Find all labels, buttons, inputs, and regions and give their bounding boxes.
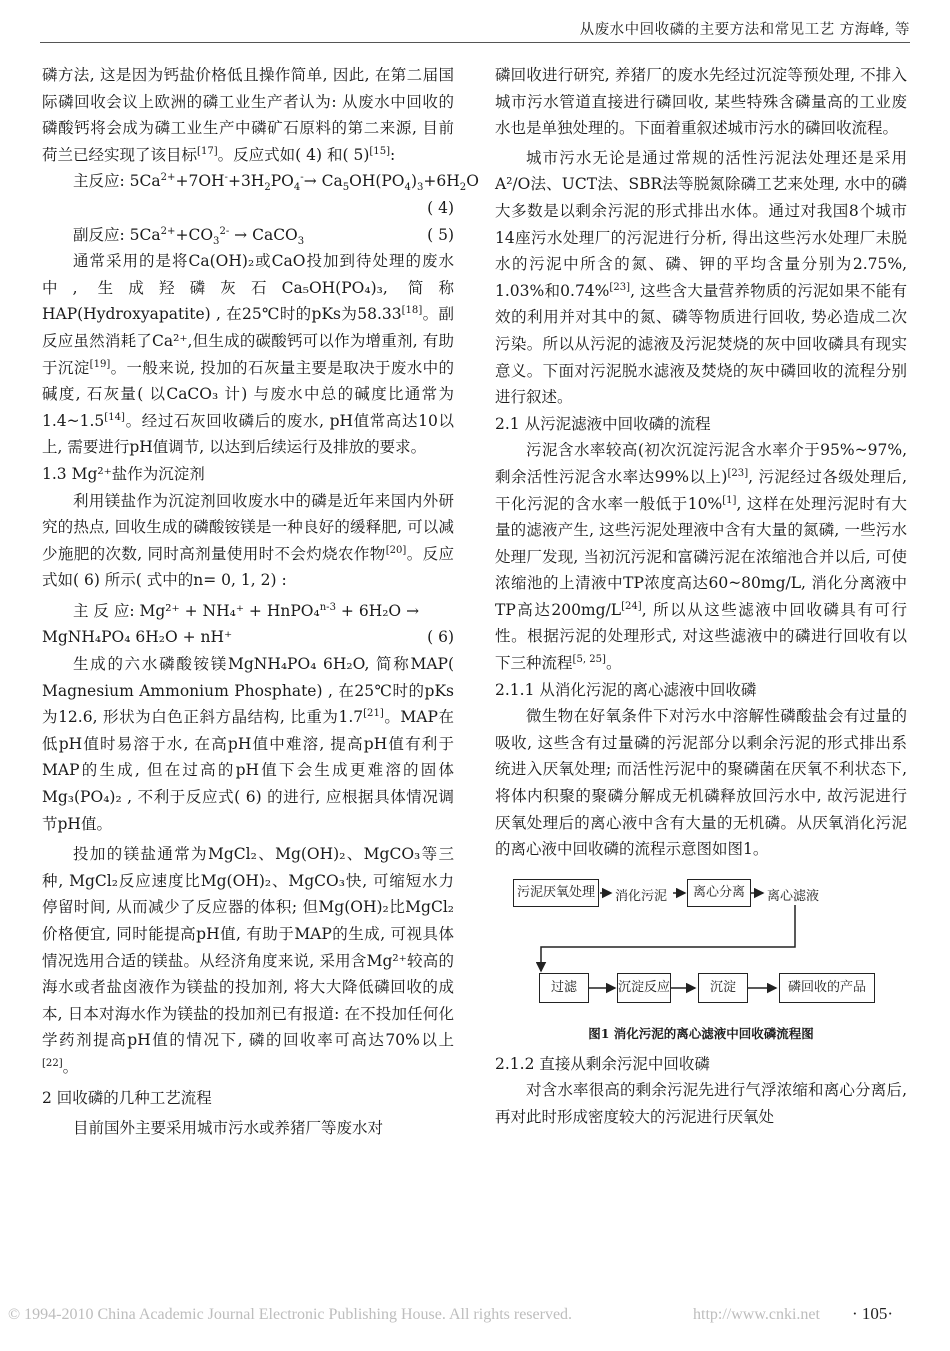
flow-box-anaerobic: 污泥厌氧处理 xyxy=(513,879,599,907)
flow-label-digested-sludge: 消化污泥 xyxy=(615,888,668,904)
paragraph: 磷回收进行研究, 养猪厂的废水先经过沉淀等预处理, 不排入城市污水管道直接进行磷回收, 某些特殊含磷量高的工业废水也是单独处理的。下面着重叙述城市污水的磷回收流程。 xyxy=(495,66,907,138)
paragraph: 微生物在好氧条件下对污水中溶解性磷酸盐会有过量的吸收, 这些含有过量磷的污泥部分以剩余污泥的形式排出系统进入厌氧处理; 而活性污泥中的聚磷菌在厌氧不利状态下, 将体内积聚的聚磷分解成无机磷释放回污水中, 故污泥进行厌氧处理后的离心液中含有大量的无机磷。从厌氧消化污泥的离心液中回收磷的流程示意图如图1。 xyxy=(495,707,907,859)
equation-4: 主反应: $5Ca^{2+}+7OH^-+3H_2PO_4^-\to Ca_5OH(PO_4)_3+6H_2O$ xyxy=(73,172,479,194)
paragraph: 磷方法, 这是因为钙盐价格低且操作简单, 因此, 在第二届国际磷回收会议上欧洲的磷工业生产者认为: 从废水中回收的磷酸钙将会成为磷工业生产中磷矿石原料的第二来源, 目前荷兰已经实现了该目标[17]。反应式如( 4) 和( 5)[15]: xyxy=(42,66,454,164)
equation-5: 副反应: $5Ca^{2+}+CO_3^{2-}$ → CaCO$_3$ ( 5) xyxy=(73,225,454,247)
page-number: · 105· xyxy=(852,1304,894,1323)
equation-6: 主 反 应: Mg²⁺ + NH₄⁺ + HnPO₄$^{n-3}$ + 6H₂O → xyxy=(73,601,420,620)
left-column xyxy=(42,62,479,1142)
equation-number: ( 4) xyxy=(427,198,454,217)
equation-6-cont: MgNH₄PO₄ 6H₂O + nH⁺ ( 6) xyxy=(42,628,454,647)
running-header: 从废水中回收磷的主要方法和常见工艺 方海峰, 等 xyxy=(579,22,910,38)
paragraph: 投加的镁盐通常为MgCl₂、Mg(OH)₂、MgCO₃等三种, MgCl₂反应速度比Mg(OH)₂、MgCO₃快, 可缩短水力停留时间, 从而减少了反应器的体积; 但Mg(OH)₂比MgCl₂价格便宜, 同时能提高pH值, 有助于MAP的生成, 可视具体情况选用合适的镁盐。从经济角度来说, 采用含Mg²⁺较高的海水或者盐卤液作为镁盐的投加剂, 将大大降低磷回收的成本, 日本对海水作为镁盐的投加剂已有报道: 在不投加任何化学药剂提高pH值的情况下, 磷的回收率可高达70%以上[22]。 xyxy=(42,845,454,1076)
section-heading: 2.1.2 直接从剩余污泥中回收磷 xyxy=(495,1054,710,1073)
section-heading: 2 回收磷的几种工艺流程 xyxy=(42,1088,212,1107)
figure-caption: 图1 消化污泥的离心滤液中回收磷流程图 xyxy=(588,1025,814,1041)
paragraph: 通常采用的是将Ca(OH)₂或CaO投加到待处理的废水中, 生成羟磷灰石Ca₅OH(PO₄)₃, 简称HAP(Hydroxyapatite) , 在25℃时的pKs为58.33[18]。副反应虽然消耗了Ca²⁺,但生成的碳酸钙可以作为增重剂, 有助于沉淀[19]。一般来说, 投加的石灰量主要是取决于废水中的碱度, 石灰量( 以CaCO₃ 计) 与废水中总的碱度比通常为1.4~1.5[14]。经过石灰回收磷后的废水, pH值常高达10以上, 需要进行pH值调节, 以达到后续运行及排放的要求。 xyxy=(42,252,454,457)
paragraph: 污泥含水率较高(初次沉淀污泥含水率介于95%~97%, 剩余活性污泥含水率达99%以上)[23], 污泥经过各级处理后, 干化污泥的含水率一般低于10%[1], 这样在处理污泥时有大量的滤液产生, 这些污泥处理液中含有大量的氮磷, 一些污水处理厂发现, 当初沉污泥和富磷污泥在浓缩池合并以后, 可使浓缩池的上清液中TP浓度高达60~80mg/L, 消化分离液中TP高达200mg/L[24], 所以从这些滤液中回收磷具有可行性。根据污泥的处理形式, 对这些滤液中的磷进行回收有以下三种流程[5, 25]。 xyxy=(495,441,908,673)
flow-label-filtrate: 离心滤液 xyxy=(767,888,820,904)
paragraph: 对含水率很高的剩余污泥先进行气浮浓缩和离心分离后, 再对此时形成密度较大的污泥进行厌氧处 xyxy=(495,1081,907,1126)
section-heading: 2.1.1 从消化污泥的离心滤液中回收磷 xyxy=(495,680,757,699)
flow-box-product: 磷回收的产品 xyxy=(779,973,875,1003)
right-column xyxy=(495,62,907,1131)
paragraph: 利用镁盐作为沉淀剂回收废水中的磷是近年来国内外研究的热点, 回收生成的磷酸铵镁是一种良好的缓释肥, 可以减少施肥的次数, 同时高剂量使用时不会灼烧农作物[20]。反应式如( 6) 所示( 式中的n= 0, 1, 2) : xyxy=(42,491,454,590)
paragraph: 目前国外主要采用城市污水或养猪厂等废水对 xyxy=(73,1119,384,1138)
section-heading: 2.1 从污泥滤液中回收磷的流程 xyxy=(495,414,711,433)
flow-box-centrifuge: 离心分离 xyxy=(687,879,751,907)
flow-box-sedimentation: 沉淀 xyxy=(698,973,748,1003)
paragraph: 生成的六水磷酸铵镁MgNH₄PO₄ 6H₂O, 简称MAP( Magnesium Ammonium Phosphate) , 在25℃时的pKs为12.6, 形状为白色正斜方晶结构, 比重为1.7[21]。MAP在低pH值时易溶于水, 在高pH值中难溶, 提高pH值有利于MAP的生成, 但在过高的pH值下会生成更难溶的固体Mg₃(PO₄)₂ , 不利于反应式( 6) 的进行, 应根据具体情况调节pH值。 xyxy=(42,655,454,833)
paragraph: 城市污水无论是通过常规的活性污泥法处理还是采用A²/O法、UCT法、SBR法等脱氮除磷工艺来处理, 水中的磷大多数是以剩余污泥的形式排出水体。通过对我国8个城市14座污水处理厂的污泥进行分析, 得出这些污水处理厂未脱水的污泥中所含的氮、磷、钾的平均含量分别为2.75%, 1.03%和0.74%[23], 这些含大量营养物质的污泥如果不能有效的利用并对其中的氮、磷等物质进行回收, 势必造成二次污染。所以从污泥的滤液及污泥焚烧的灰中回收磷具有现实意义。下面对污泥脱水滤液及焚烧的灰中磷回收的流程分别进行叙述。 xyxy=(495,148,907,407)
section-heading: 1.3 Mg²⁺盐作为沉淀剂 xyxy=(42,464,205,483)
copyright-text: © 1994-2010 China Academic Journal Electronic Publishing House. All rights reserved. xyxy=(8,1306,573,1323)
footer-url[interactable]: http://www.cnki.net xyxy=(693,1306,820,1323)
flowchart-figure xyxy=(495,875,907,1045)
header-divider xyxy=(40,42,910,43)
flow-box-precipitation-reaction: 沉淀反应 xyxy=(617,973,671,1003)
flow-box-filtration: 过滤 xyxy=(539,973,589,1003)
